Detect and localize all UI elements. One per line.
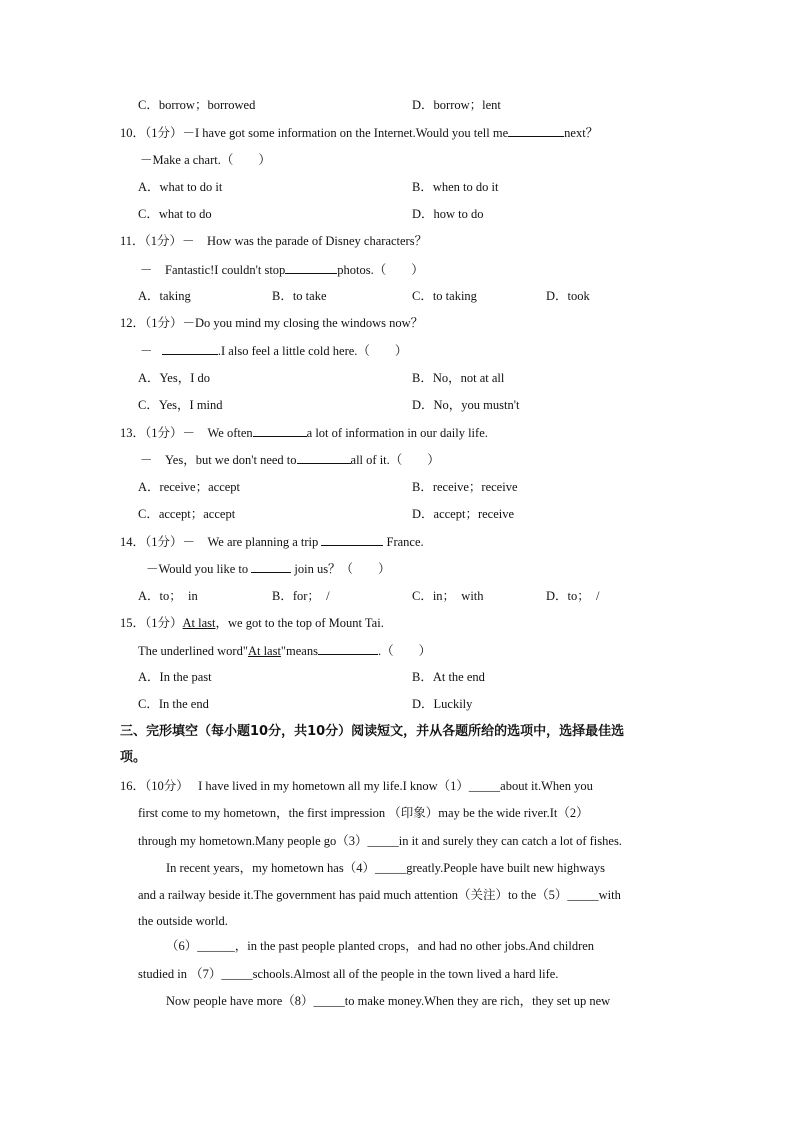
q15-question xyxy=(138,642,431,659)
q16-line-7: （6）______，in the past people planted crops，and had no other jobs.And children xyxy=(166,939,595,953)
q10-option-d: D．how to do xyxy=(412,207,484,221)
q13-blank-1 xyxy=(253,424,307,437)
section-heading-line-2: 项。 xyxy=(120,750,147,765)
q10-option-c: C．what to do xyxy=(138,207,212,221)
q15-question-pre: The underlined word" xyxy=(138,644,248,658)
q15-option-b: B．At the end xyxy=(412,670,485,684)
q12-option-c: C．Yes，I mind xyxy=(138,398,223,412)
q10-stem-text: 10．（1分）－I have got some information on the Internet.Would you tell me xyxy=(120,126,509,140)
q13-option-c: C．accept；accept xyxy=(138,507,236,521)
q11-option-d: D．took xyxy=(546,289,590,303)
q9-option-d: D．borrow；lent xyxy=(412,98,501,112)
q14-stem-pre: 14．（1分）－ We are planning a trip xyxy=(120,535,319,549)
section-heading-line-1: 三、完形填空（每小题10分，共10分）阅读短文，并从各题所给的选项中，选择最佳选 xyxy=(120,724,625,739)
q14-response-mid: join us？（ ） xyxy=(294,562,391,576)
q11-response xyxy=(140,261,424,278)
section-heading xyxy=(120,721,680,769)
q11-option-c: C．to taking xyxy=(412,289,477,303)
q15-stem xyxy=(120,615,384,631)
q10-option-a: A．what to do it xyxy=(138,180,223,194)
q15-question-underlined: At last xyxy=(247,644,281,658)
q16-line-6: the outside world. xyxy=(138,914,228,928)
q16-line-5: and a railway beside it.The government has paid much attention（关注）to the（5）_____with xyxy=(138,888,621,902)
q11-response-pre: － Fantastic!I couldn't stop xyxy=(140,263,286,277)
q10-blank xyxy=(508,124,564,137)
q13-stem-post: a lot of information in our daily life. xyxy=(306,426,488,440)
q13-option-b: B．receive；receive xyxy=(412,480,518,494)
q15-option-a: A．In the past xyxy=(138,670,212,684)
q12-blank xyxy=(162,342,218,355)
q13-stem-pre: 13．（1分）－ We often xyxy=(120,426,253,440)
q11-stem: 11．（1分）－ How was the parade of Disney characters？ xyxy=(120,234,428,248)
q14-option-c: C．in； with xyxy=(412,589,484,603)
q16-line-8: studied in （7）_____schools.Almost all of the people in the town lived a hard life. xyxy=(138,967,559,981)
q16-line-3: through my hometown.Many people go（3）_____in it and surely they can catch a lot of fishes. xyxy=(138,834,622,848)
q15-question-mid: "means xyxy=(280,644,318,658)
q11-option-b: B．to take xyxy=(272,289,327,303)
q14-stem xyxy=(120,533,424,550)
q14-blank-1 xyxy=(321,533,383,546)
q11-response-post: photos.（ ） xyxy=(337,263,424,277)
q14-option-a: A．to； in xyxy=(138,589,198,603)
q9-option-c: C．borrow；borrowed xyxy=(138,98,256,112)
q10-stem xyxy=(120,124,598,141)
q10-stem-tail: next？ xyxy=(564,126,599,140)
q12-option-a: A．Yes，I do xyxy=(138,371,211,385)
q10-option-b: B．when to do it xyxy=(412,180,499,194)
q14-response-pre: －Would you like to xyxy=(146,562,249,576)
q13-response-post: all of it.（ ） xyxy=(350,453,440,467)
q13-response xyxy=(140,451,440,468)
q13-stem xyxy=(120,424,488,441)
q14-stem-post: France. xyxy=(386,535,424,549)
q13-option-d: D．accept；receive xyxy=(412,507,515,521)
q14-response xyxy=(146,560,391,577)
q13-response-pre: － Yes，but we don't need to xyxy=(140,453,297,467)
q15-question-post: .（ ） xyxy=(377,644,432,658)
q15-option-d: D．Luckily xyxy=(412,697,473,711)
q12-option-d: D．No，you mustn't xyxy=(412,398,520,412)
q12-option-b: B．No，not at all xyxy=(412,371,505,385)
q15-blank xyxy=(318,642,378,655)
q12-stem: 12．（1分）－Do you mind my closing the windows now？ xyxy=(120,316,424,330)
q12-response xyxy=(140,342,407,359)
q12-response-post: .I also feel a little cold here.（ ） xyxy=(217,344,408,358)
q13-blank-2 xyxy=(297,451,351,464)
q15-option-c: C．In the end xyxy=(138,697,209,711)
q14-option-b: B．for； / xyxy=(272,589,330,603)
q16-line-2: first come to my hometown，the first impression （印象）may be the wide river.It（2） xyxy=(138,806,589,820)
q16-line-1: 16．（10分） I have lived in my hometown all my life.I know（1）_____about it.When you xyxy=(120,779,593,793)
q15-stem-post: ，we got to the top of Mount Tai. xyxy=(215,616,384,630)
q11-option-a: A．taking xyxy=(138,289,191,303)
q16-line-4: In recent years，my hometown has（4）_____greatly.People have built new highways xyxy=(166,861,606,875)
q12-response-pre: － xyxy=(140,344,153,358)
q10-response: －Make a chart.（ ） xyxy=(140,153,271,167)
q16-line-9: Now people have more（8）_____to make money.When they are rich，they set up new xyxy=(166,994,611,1008)
q14-option-d: D．to； / xyxy=(546,589,600,603)
q14-blank-2 xyxy=(251,560,291,573)
q11-blank xyxy=(285,261,337,274)
q15-stem-pre: 15．（1分） xyxy=(120,616,183,630)
q15-underlined-phrase: At last xyxy=(182,616,216,630)
q13-option-a: A．receive；accept xyxy=(138,480,241,494)
